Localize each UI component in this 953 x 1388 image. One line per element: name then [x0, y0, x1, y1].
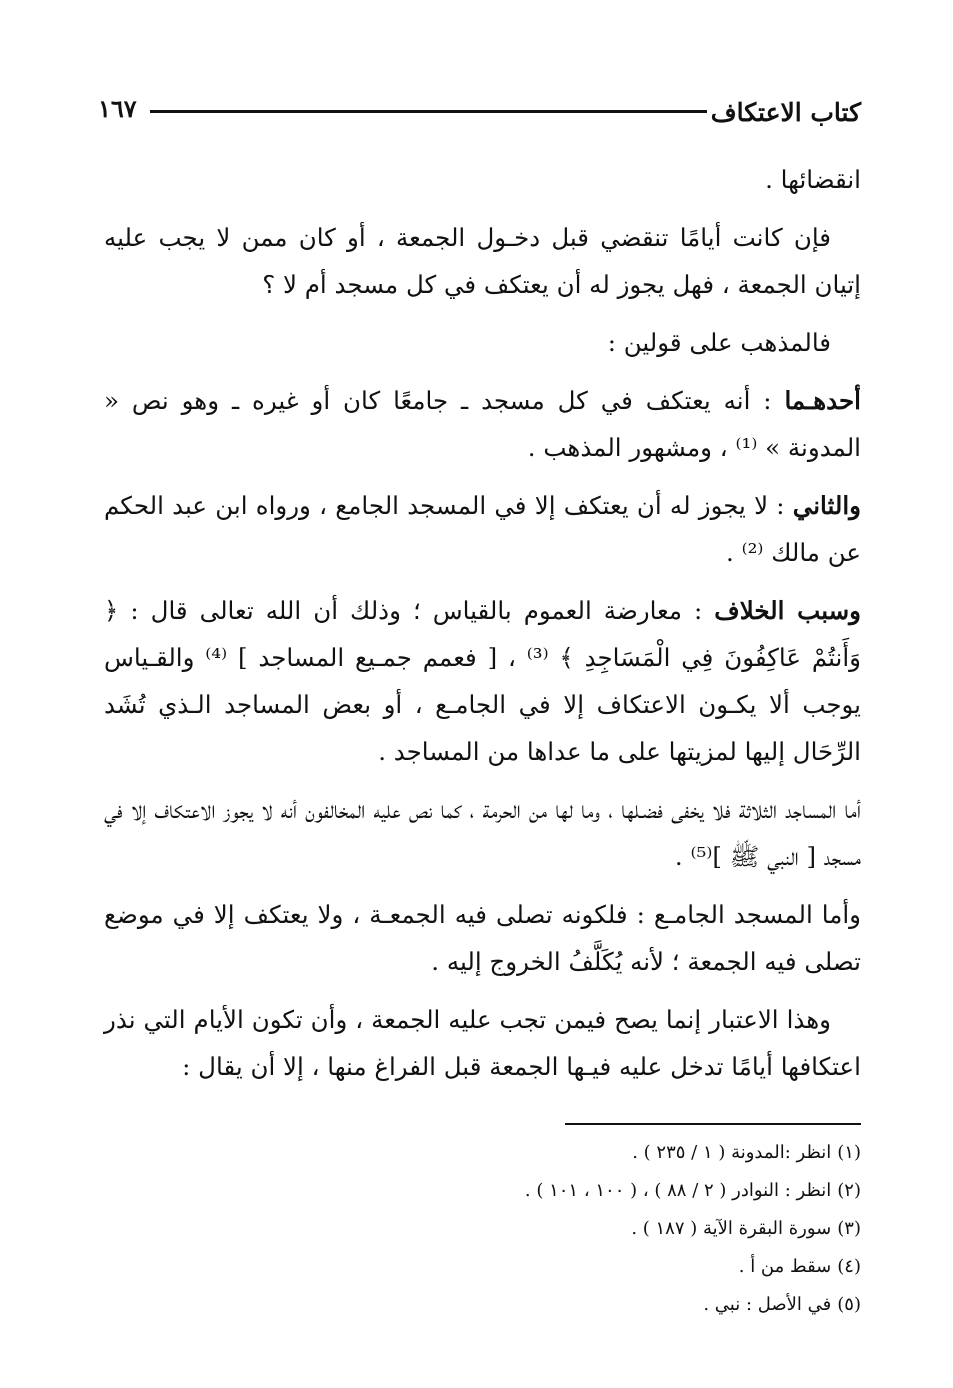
- first-opinion-label: أحدهـما: [784, 386, 861, 415]
- footnote-1: [104, 1134, 861, 1172]
- second-opinion-text: : لا يجوز له أن يعتكف إلا في المسجد الجامع ، ورواه ابن عبد الحكم عن مالك ⁽²⁾ .: [104, 491, 861, 567]
- footnote-3: [104, 1210, 861, 1248]
- paragraph-continuation: انقضائها .: [765, 165, 861, 194]
- disagreement-text: : معارضة العموم بالقياس ؛ وذلك أن الله تعالى قال : ﴿ وَأَنتُمْ عَاكِفُونَ فِي الْمَسَاجِدِ ﴾ ⁽³⁾ ، [ فعمم جمـيع المساجد ] ⁽⁴⁾ والقـياس يوجب ألا يكـون الاعتكاف إلا في الجامـع ، أو بعض المساجد الـذي تُشَد الرِّحَال إليها لمزيتها على ما عداها من المساجد .: [104, 596, 861, 766]
- paragraph-question: فإن كانت أيامًا تنقضي قبل دخـول الجمعة ، أو كان ممن لا يجب عليه إتيان الجمعة ، فهل يجوز له أن يعتكف في كل مسجد أم لا ؟: [104, 223, 861, 299]
- first-opinion-text: : أنه يعتكف في كل مسجد ـ جامعًا كان أو غيره ـ وهو نص « المدونة » ⁽¹⁾ ، ومشهور المذهب .: [104, 386, 861, 462]
- chapter-title: كتاب الاعتكاف: [710, 98, 861, 127]
- paragraph-first-opinion: [104, 377, 861, 471]
- footnote-4-number: (٤): [837, 1256, 861, 1277]
- paragraph-consideration: وهذا الاعتبار إنما يصح فيمن تجب عليه الجمعة ، وأن تكون الأيام التي نذر اعتكافها أيامًا تدخل عليه فيـها الجمعة قبل الفراغ منها ، إلا أن يقال :: [104, 1005, 861, 1081]
- footnote-1-text: انظر :المدونة ( ١ / ٢٣٥ ) .: [632, 1142, 832, 1163]
- paragraph-madhhab: فالمذهب على قولين :: [607, 328, 831, 357]
- footnote-5-text: في الأصل : نبي .: [703, 1294, 832, 1315]
- footnote-4: [104, 1248, 861, 1286]
- footnote-5: [104, 1286, 861, 1324]
- footnote-2: [104, 1172, 861, 1210]
- paragraph-disagreement-cause: [104, 587, 861, 775]
- paragraph-three-mosques: أما المساجد الثلاثة فلا يخفى فضـلها ، وما لها من الحرمة ، كما نص عليه المخالفون أنه لا يجوز الاعتكاف إلا في مسجد [ النبي ﷺ ]⁽⁵⁾ .: [104, 795, 861, 871]
- page-header: [98, 94, 861, 134]
- footnote-3-number: (٣): [837, 1218, 861, 1239]
- second-opinion-label: والثاني: [792, 491, 861, 520]
- main-text: [104, 156, 861, 1101]
- footnote-4-text: سقط من أ .: [738, 1256, 832, 1277]
- footnote-3-text: سورة البقرة الآية ( ١٨٧ ) .: [631, 1218, 832, 1239]
- footnote-5-number: (٥): [837, 1294, 861, 1315]
- paragraph-second-opinion: [104, 482, 861, 576]
- footnote-1-number: (١): [837, 1142, 861, 1163]
- footnote-2-number: (٢): [837, 1180, 861, 1201]
- footnote-2-text: انظر : النوادر ( ٢ / ٨٨ ) ، ( ١٠٠ ، ١٠١ ) .: [524, 1180, 832, 1201]
- header-rule: [150, 110, 707, 113]
- disagreement-label: وسبب الخلاف: [714, 596, 861, 625]
- paragraph-congregational-mosque: وأما المسجد الجامـع : فلكونه تصلى فيه الجمعـة ، ولا يعتكف إلا في موضع تصلى فيه الجمعة ؛ لأنه يُكَلَّفُ الخروج إليه .: [104, 900, 861, 976]
- page-number: ١٦٧: [98, 94, 137, 123]
- footnote-separator: [565, 1123, 861, 1125]
- footnotes: [104, 1134, 861, 1324]
